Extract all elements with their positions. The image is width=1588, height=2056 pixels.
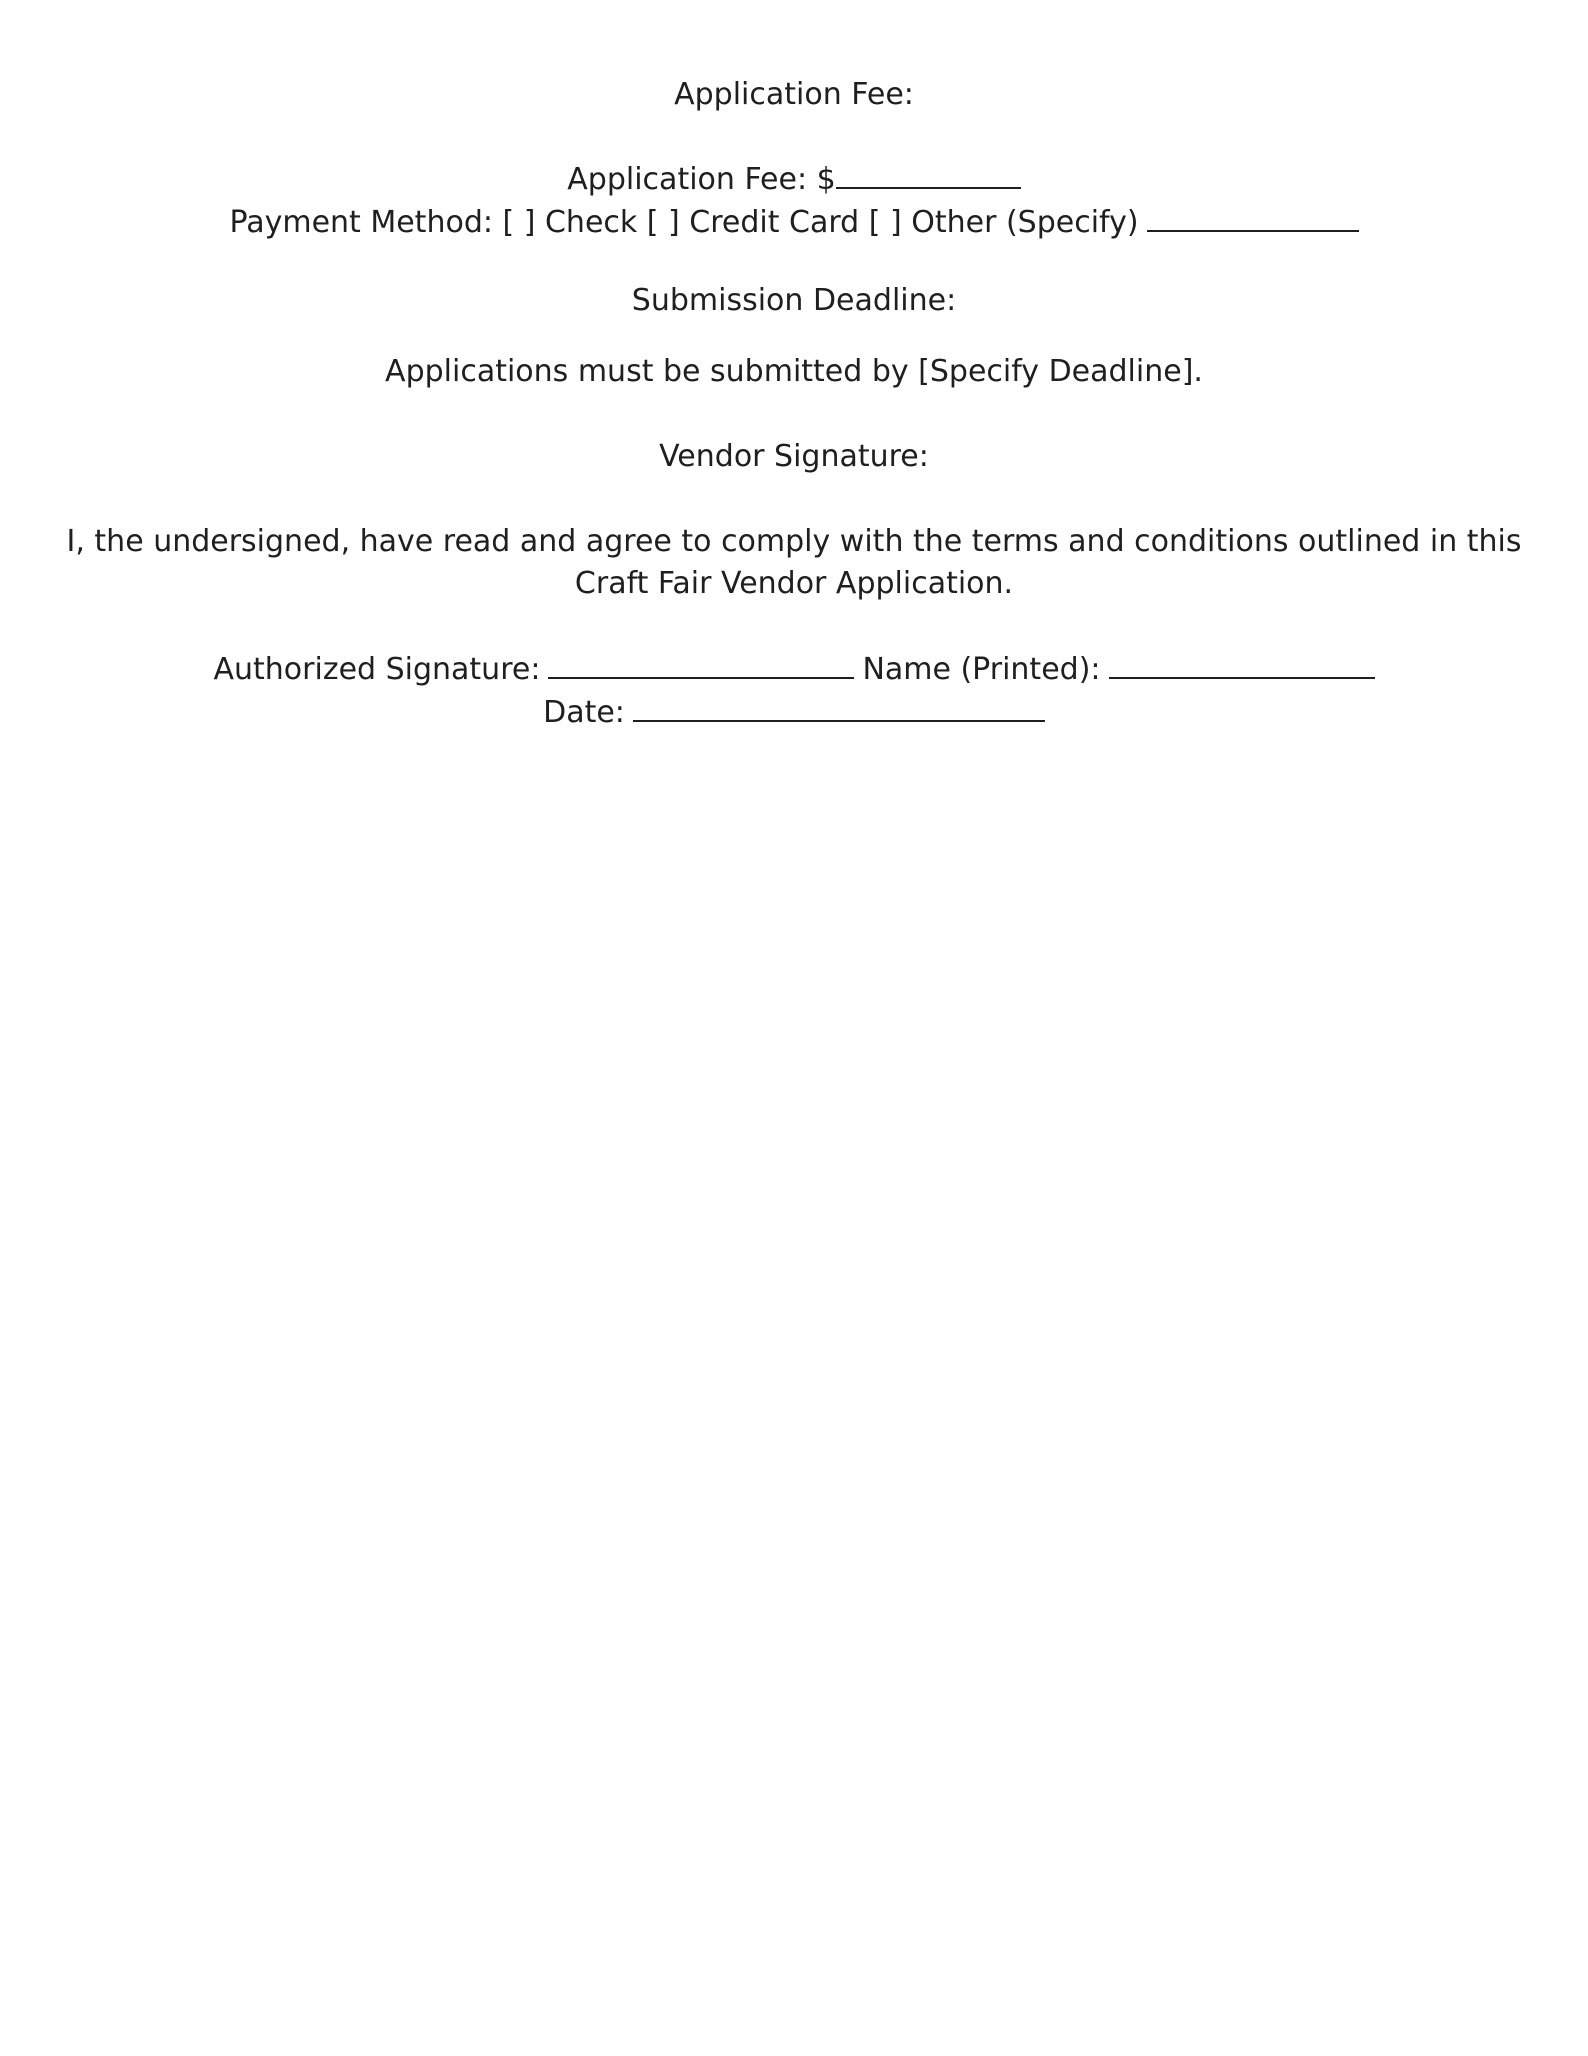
date-line: [0, 692, 1588, 734]
submission-deadline-heading-text: Submission Deadline:: [631, 283, 957, 318]
submission-deadline-body: Applications must be submitted by [Specify Deadline].: [385, 354, 1203, 389]
submission-deadline-text: [0, 351, 1588, 393]
name-printed-label: Name (Printed):: [862, 652, 1101, 687]
payment-other-blank[interactable]: [1147, 202, 1359, 232]
authorized-signature-blank[interactable]: [548, 649, 854, 679]
payment-method-label: Payment Method: [ ] Check [ ] Credit Card [ ] Other (Specify): [229, 205, 1139, 240]
agreement-paragraph: [60, 521, 1528, 605]
application-fee-label: Application Fee: $: [567, 162, 836, 197]
date-blank[interactable]: [633, 692, 1045, 722]
application-fee-line: [0, 159, 1588, 201]
agreement-text: I, the undersigned, have read and agree to comply with the terms and conditions outlined in this Craft Fair Vendor Application.: [66, 524, 1522, 601]
application-fee-heading: [0, 74, 1588, 116]
application-fee-heading-text: Application Fee:: [674, 77, 914, 112]
signature-name-line: [0, 649, 1588, 691]
payment-method-line: [0, 202, 1588, 244]
name-printed-blank[interactable]: [1109, 649, 1375, 679]
date-label: Date:: [543, 695, 625, 730]
vendor-signature-heading: [0, 436, 1588, 478]
vendor-signature-heading-text: Vendor Signature:: [659, 439, 929, 474]
application-fee-blank[interactable]: [836, 159, 1021, 189]
submission-deadline-heading: [0, 280, 1588, 322]
authorized-signature-label: Authorized Signature:: [213, 652, 541, 687]
